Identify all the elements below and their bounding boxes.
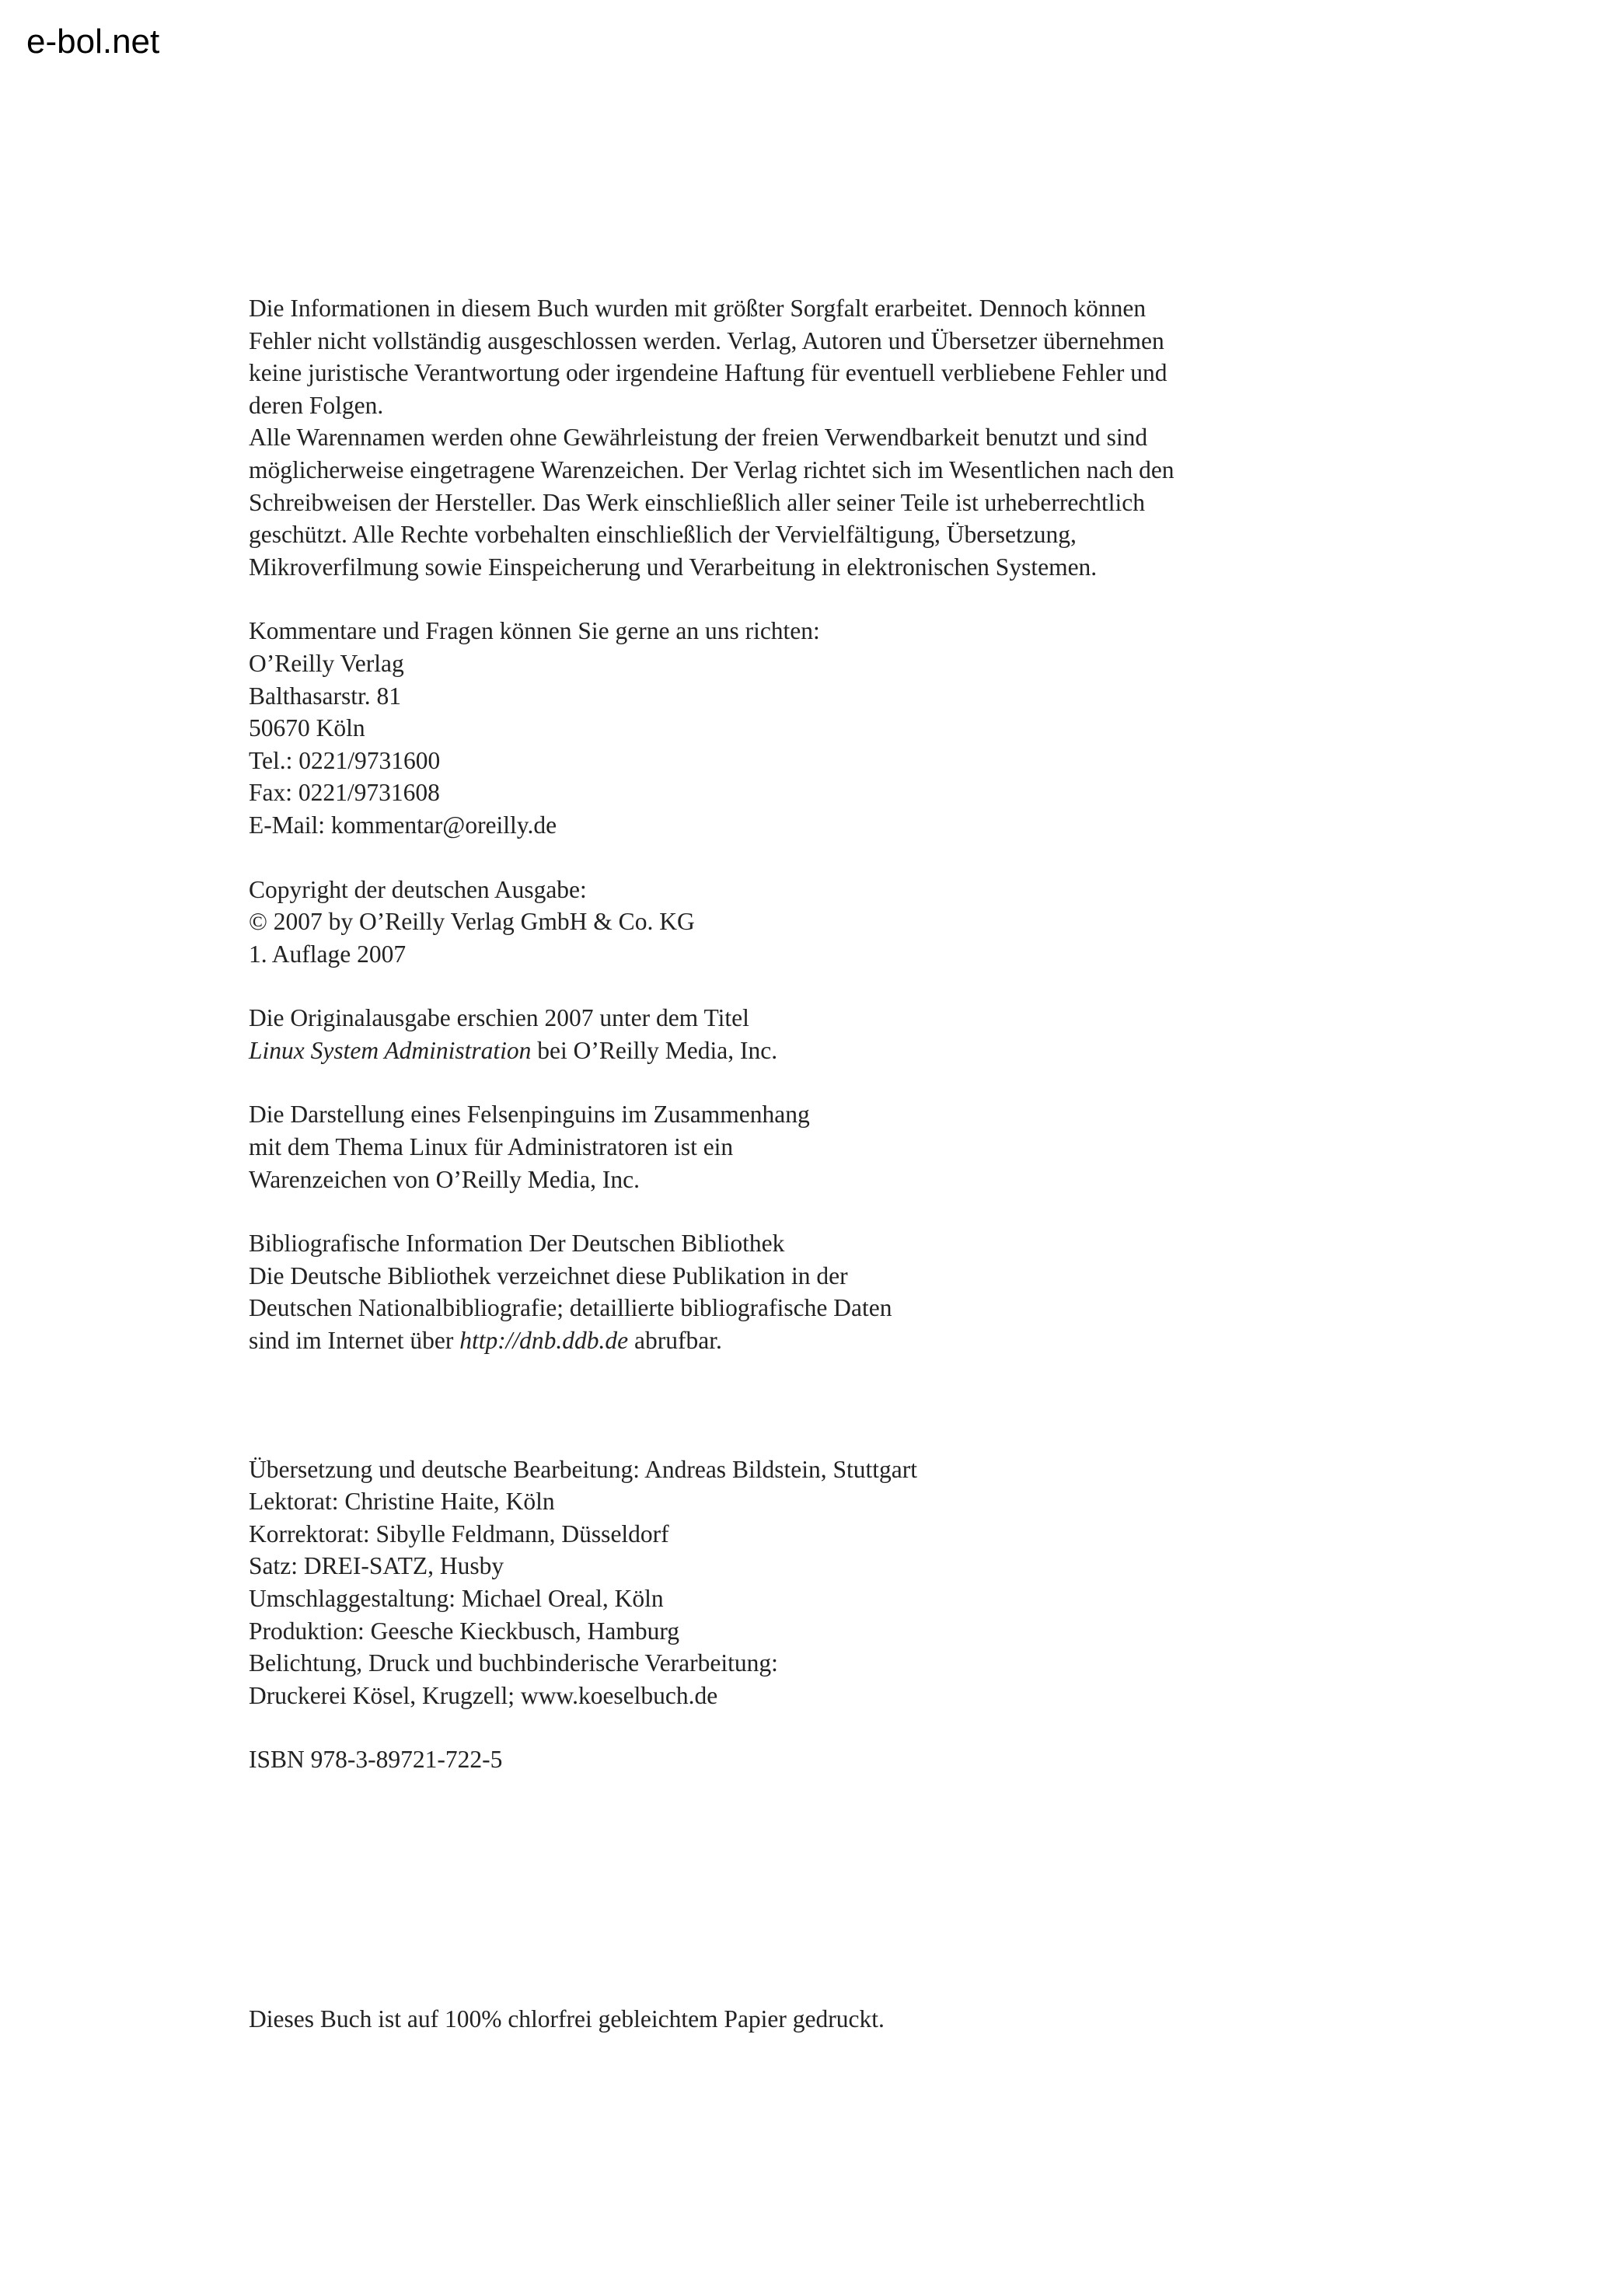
dnb-link[interactable]: http://dnb.ddb.de bbox=[459, 1327, 629, 1355]
disclaimer-line: Schreibweisen der Hersteller. Das Werk einschließlich aller seiner Teile ist urheberrechtlich bbox=[249, 488, 1146, 516]
credits-block bbox=[249, 1453, 1337, 1712]
credit-line: Druckerei Kösel, Krugzell; www.koeselbuch.de bbox=[249, 1681, 718, 1709]
trademark-line: Warenzeichen von O’Reilly Media, Inc. bbox=[249, 1165, 640, 1193]
original-edition-line: Die Originalausgabe erschien 2007 unter dem Titel bbox=[249, 1004, 749, 1032]
credit-line: Übersetzung und deutsche Bearbeitung: Andreas Bildstein, Stuttgart bbox=[249, 1455, 917, 1483]
bibliography-line: Deutschen Nationalbibliografie; detaillierte bibliografische Daten bbox=[249, 1294, 892, 1322]
publisher-name: O’Reilly Verlag bbox=[249, 649, 404, 677]
credit-line: Umschlaggestaltung: Michael Oreal, Köln bbox=[249, 1585, 664, 1612]
bibliography-heading: Bibliografische Information Der Deutschen Bibliothek bbox=[249, 1230, 785, 1258]
disclaimer-line: möglicherweise eingetragene Warenzeichen. Der Verlag richtet sich im Wesentlichen nach den bbox=[249, 455, 1174, 483]
publisher-street: Balthasarstr. 81 bbox=[249, 682, 401, 710]
disclaimer-line: Die Informationen in diesem Buch wurden mit größter Sorgfalt erarbeitet. Dennoch können bbox=[249, 295, 1147, 322]
disclaimer-line: Alle Warennamen werden ohne Gewährleistung der freien Verwendbarkeit benutzt und sind bbox=[249, 424, 1148, 452]
disclaimer-line: Mikroverfilmung sowie Einspeicherung und Verarbeitung in elektronischen Systemen. bbox=[249, 553, 1098, 581]
disclaimer-paragraph bbox=[249, 292, 1337, 583]
trademark-line: mit dem Thema Linux für Administratoren ist ein bbox=[249, 1133, 734, 1161]
disclaimer-line: deren Folgen. bbox=[249, 391, 384, 419]
copyright-notice: © 2007 by O’Reilly Verlag GmbH & Co. KG bbox=[249, 908, 695, 936]
contact-intro: Kommentare und Fragen können Sie gerne an uns richten: bbox=[249, 617, 820, 645]
publisher-email: E-Mail: kommentar@oreilly.de bbox=[249, 811, 557, 839]
bibliography-url-suffix: abrufbar. bbox=[628, 1327, 722, 1355]
disclaimer-line: geschützt. Alle Rechte vorbehalten einschließlich der Vervielfältigung, Übersetzung, bbox=[249, 521, 1077, 549]
original-publisher: bei O’Reilly Media, Inc. bbox=[531, 1036, 778, 1064]
bibliography-block bbox=[249, 1227, 1337, 1356]
original-edition-block bbox=[249, 1002, 1337, 1066]
credit-line: Belichtung, Druck und buchbinderische Verarbeitung: bbox=[249, 1649, 778, 1677]
paper-note: Dieses Buch ist auf 100% chlorfrei gebleichtem Papier gedruckt. bbox=[249, 2005, 885, 2033]
disclaimer-line: keine juristische Verantwortung oder irgendeine Haftung für eventuell verbliebene Fehler und bbox=[249, 359, 1167, 387]
bibliography-line: Die Deutsche Bibliothek verzeichnet diese Publikation in der bbox=[249, 1261, 848, 1289]
publisher-tel: Tel.: 0221/9731600 bbox=[249, 746, 441, 774]
credit-line: Lektorat: Christine Haite, Köln bbox=[249, 1488, 555, 1516]
credit-line: Satz: DREI-SATZ, Husby bbox=[249, 1552, 504, 1580]
original-title-line bbox=[249, 1035, 1337, 1067]
isbn-line: ISBN 978-3-89721-722-5 bbox=[249, 1746, 503, 1774]
copyright-heading: Copyright der deutschen Ausgabe: bbox=[249, 875, 587, 903]
copyright-block bbox=[249, 874, 1337, 971]
disclaimer-line: Fehler nicht vollständig ausgeschlossen werden. Verlag, Autoren und Übersetzer übernehmen bbox=[249, 326, 1164, 354]
publisher-fax: Fax: 0221/9731608 bbox=[249, 779, 440, 807]
bibliography-url-prefix: sind im Internet über bbox=[249, 1327, 460, 1355]
publisher-city: 50670 Köln bbox=[249, 714, 365, 742]
trademark-line: Die Darstellung eines Felsenpinguins im Zusammenhang bbox=[249, 1101, 810, 1129]
contact-block bbox=[249, 615, 1337, 841]
credit-line: Produktion: Geesche Kieckbusch, Hamburg bbox=[249, 1617, 680, 1645]
edition-line: 1. Auflage 2007 bbox=[249, 940, 407, 968]
original-title: Linux System Administration bbox=[249, 1036, 532, 1064]
watermark: e-bol.net bbox=[26, 23, 160, 61]
trademark-block bbox=[249, 1098, 1337, 1195]
bibliography-url-line bbox=[249, 1324, 1337, 1357]
credit-line: Korrektorat: Sibylle Feldmann, Düsseldorf bbox=[249, 1520, 669, 1548]
imprint-page bbox=[249, 292, 1337, 2036]
